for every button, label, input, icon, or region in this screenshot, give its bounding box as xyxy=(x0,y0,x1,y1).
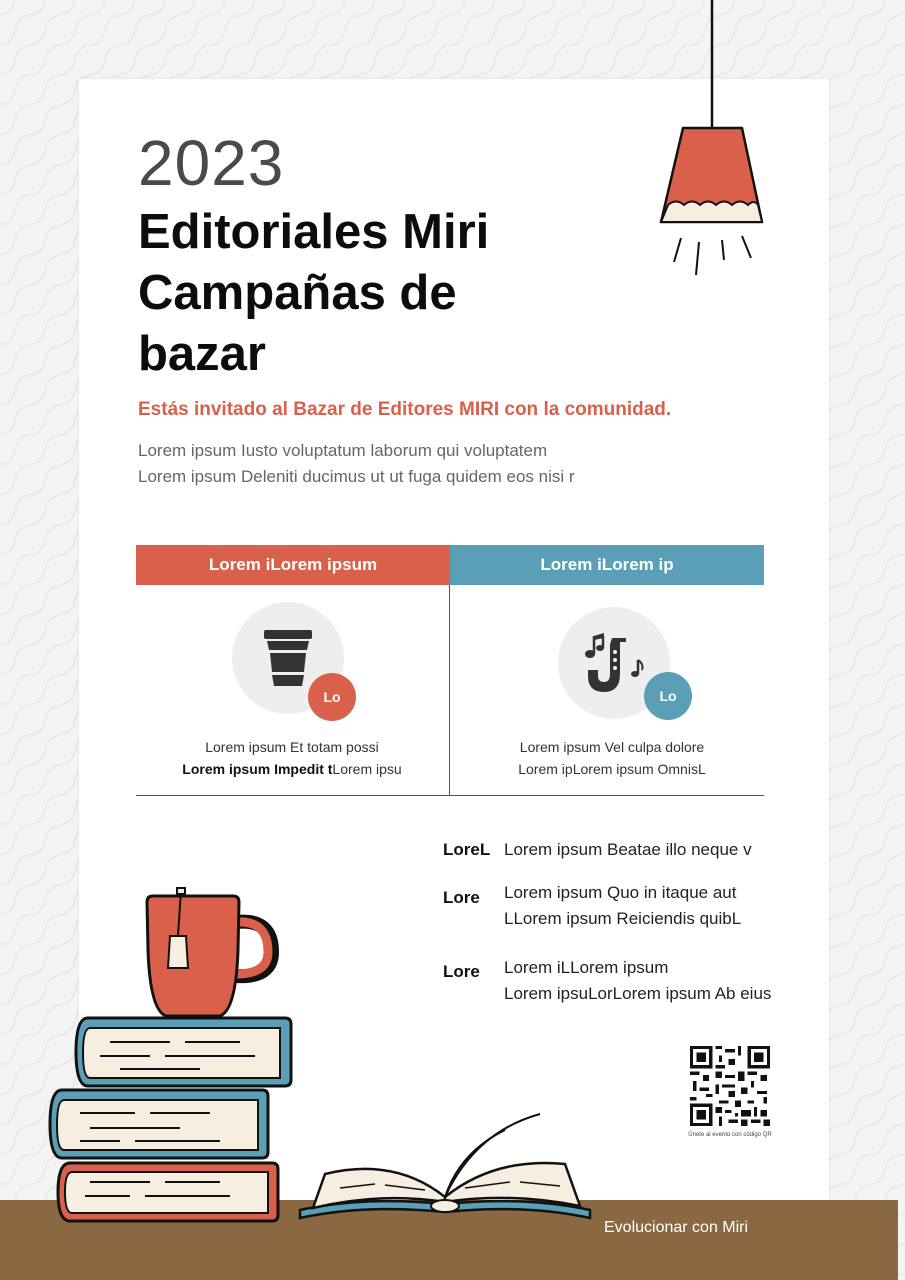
table-header-right: Lorem iLorem ip xyxy=(450,545,764,585)
open-book-illustration xyxy=(295,1092,595,1222)
title-line-3: bazar xyxy=(138,327,267,381)
info-text-3-line-2: Lorem ipsuLorLorem ipsum Ab eius xyxy=(504,984,772,1003)
table-bottom-rule xyxy=(136,795,764,796)
qr-caption: Únete al evento con código QR xyxy=(688,1132,772,1138)
info-text-2-line-1: Lorem ipsum Quo in itaque aut xyxy=(504,883,737,902)
title-line-2: Campañas de xyxy=(138,266,457,320)
footer-text: Evolucionar con Miri xyxy=(604,1219,749,1236)
table-header-left: Lorem iLorem ipsum xyxy=(136,545,450,585)
info-label-1: LoreL xyxy=(443,840,491,859)
right-badge: Lo xyxy=(644,672,692,720)
left-badge: Lo xyxy=(308,673,356,721)
title-line-1: Editoriales Miri xyxy=(138,205,490,259)
coffee-cup-icon xyxy=(262,628,314,690)
qr-code-icon xyxy=(690,1046,770,1126)
left-cell-line-2-bold: Lorem ipsum Impedit t xyxy=(182,761,333,777)
saxophone-music-icon xyxy=(582,630,648,696)
info-text-3-line-1: Lorem iLLorem ipsum xyxy=(504,958,669,977)
info-label-2: Lore xyxy=(443,888,480,907)
info-text-2-line-2: LLorem ipsum Reiciendis quibL xyxy=(504,909,742,928)
description-line-2: Lorem ipsum Deleniti ducimus ut ut fuga quidem eos nisi r xyxy=(138,467,575,486)
right-cell-line-2: Lorem ipLorem ipsum OmnisL xyxy=(518,761,706,777)
table-column-divider xyxy=(449,585,450,796)
left-cell-line-2 xyxy=(142,758,442,780)
info-text-1-line-1: Lorem ipsum Beatae illo neque v xyxy=(504,840,752,859)
right-cell-line-1: Lorem ipsum Vel culpa dolore xyxy=(519,739,705,755)
invitation-subtitle: Estás invitado al Bazar de Editores MIRI con la comunidad. xyxy=(138,399,672,420)
hanging-lamp-illustration xyxy=(650,0,780,285)
books-mug-illustration xyxy=(40,880,300,1230)
left-cell-line-2-rest: Lorem ipsu xyxy=(332,761,402,777)
info-label-3: Lore xyxy=(443,962,480,981)
left-cell-line-1: Lorem ipsum Et totam possi xyxy=(205,739,379,755)
description-line-1: Lorem ipsum Iusto voluptatum laborum qui voluptatem xyxy=(138,441,548,460)
event-year: 2023 xyxy=(138,127,285,199)
